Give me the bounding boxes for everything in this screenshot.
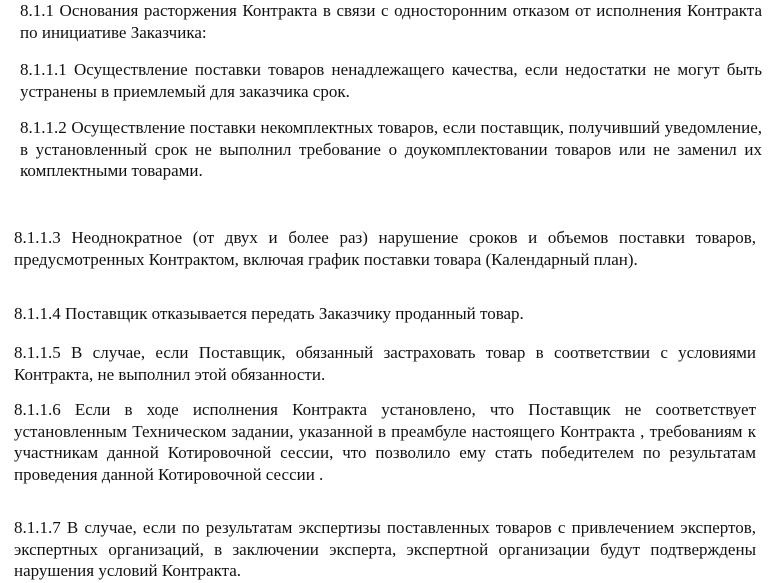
clause-8-1-1-6: 8.1.1.6 Если в ходе исполнения Контракта установлено, что Поставщик не соответствует установленным Техническом задании, указанной в преамбуле настоящего Контракта , требованиям к участникам данной Котировочной сессии, что позволило ему стать победителем по результатам проведения данной Котировочной сессии . [14,400,756,484]
clause-8-1-1-4: 8.1.1.4 Поставщик отказывается передать Заказчику проданный товар. [14,304,524,323]
clause-8-1-1-5: 8.1.1.5 В случае, если Поставщик, обязанный застраховать товар в соответствии с условиями Контракта, не выполнил этой обязанности. [14,343,756,384]
clause-8-1-1: 8.1.1 Основания расторжения Контракта в связи с односторонним отказом от исполнения Контракта по инициативе Заказчика: [20,1,762,42]
clause-8-1-1-7: 8.1.1.7 В случае, если по результатам экспертизы поставленных товаров с привлечением экспертов, экспертных организаций, в заключении эксперта, экспертной организации будут подтверждены нарушения условий Контракта. [14,518,756,580]
clause-8-1-1-3: 8.1.1.3 Неоднократное (от двух и более раз) нарушение сроков и объемов поставки товаров, предусмотренных Контрактом, включая график поставки товара (Календарный план). [14,228,756,269]
clause-8-1-1-2: 8.1.1.2 Осуществление поставки некомплектных товаров, если поставщик, получивший уведомление, в установленный срок не выполнил требование о доукомплектовании товаров или не заменил их комплектными товарами. [20,118,762,180]
clause-8-1-1-1: 8.1.1.1 Осуществление поставки товаров ненадлежащего качества, если недостатки не могут быть устранены в приемлемый для заказчика срок. [20,60,762,101]
